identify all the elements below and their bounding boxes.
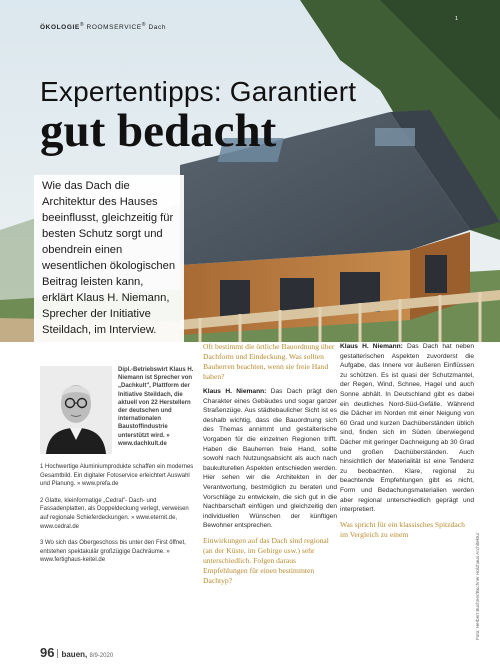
registered-mark-2: ® bbox=[141, 22, 147, 28]
issue-number: 8/9-2020 bbox=[89, 653, 114, 659]
page-title-line2: gut bedacht bbox=[40, 105, 277, 157]
caption-1-text: 1 Hochwertige Aluminiumprodukte schaffen ein modernes Gesamtbild. Ein digitaler Fotoservice erleichtert Auswahl und Planung. bbox=[40, 464, 194, 488]
page-title-line1: Expertentipps: Garantiert bbox=[40, 76, 357, 107]
footer-divider bbox=[57, 649, 58, 658]
article-column-1 bbox=[203, 342, 337, 591]
kicker-topic: Dach bbox=[146, 24, 167, 32]
interview-question-2: Einwirkungen auf das Dach sind regional (an der Küste, im Gebirge usw.) sehr unterschiedlich. Folgen daraus Empfehlungen für einen bestimmten Dachtyp? bbox=[203, 535, 329, 585]
caption-1 bbox=[40, 463, 196, 489]
caption-2-link[interactable]: » www.eternit.de, www.cedral.de bbox=[40, 514, 178, 530]
expert-bio bbox=[118, 366, 198, 448]
photo-number: 1 bbox=[455, 16, 459, 22]
answer-1-text: Das Dach prägt den Charakter eines Gebäudes und sogar ganzer Straßenzüge. Aus städtebaulicher Sicht ist es deshalb wichtig, dass die Bauordnung sich des Themas annimmt und gestalterische Vorgaben für die einzelnen Regionen trifft. Haben die Bauherren freie Hand, sollte sowohl nach Nutzungsabsicht als auch nach baukulturellen Aspekten entschieden werden. Hier sehen wir die Architekten in der Verantwortung, bestmöglich zu beraten und Vorschläge zu entwickeln, die sich gut in die Nachbarschaft einfügen und gleichzeitig den individuellen Wünschen der künftigen Bewohner entsprechen. bbox=[203, 388, 337, 530]
caption-1-link[interactable]: » www.prefa.de bbox=[77, 481, 119, 488]
kicker-subsection-label: ROOMSERVICE bbox=[84, 24, 142, 32]
magazine-name: bauen, bbox=[61, 650, 88, 659]
registered-mark: ® bbox=[79, 22, 85, 28]
answer-speaker: Klaus H. Niemann: bbox=[203, 388, 267, 395]
caption-2 bbox=[40, 497, 196, 531]
photo-credit-text: Foto: Herbert Buchner/Buchner Holzhaus Architektur bbox=[475, 532, 480, 640]
portrait-illustration bbox=[40, 366, 112, 454]
photo-captions bbox=[40, 463, 196, 573]
answer-2-text: Das Dach hat neben gestalterischen Aspekten zuvorderst die Aufgabe, das Innere vor äußeren Einflüssen zu schützen. Es ist quasi der Schutzmantel, der Regen, Wind, Schnee, Hagel und auch Sonne abhält. In Deutschland gibt es dabei ein deutliches Nord-Süd-Gefälle. Während die Dächer im Norden mit einer Neigung von 60 Grad und kurzen Dachüberständen üblich sind, finden sich im Süden überwiegend Dächer mit geringer Dachneigung ab 30 Grad und großen Dachüberständen. Auch hinsichtlich der Materialität ist eine Tendenz zu beobachten. Klare, regional zu beachtende Empfehlungen gibt es nicht, Form und Bedachungsmaterialien werden aber regional unterschiedlich geprägt und interpretiert. bbox=[340, 343, 474, 514]
interview-answer-1 bbox=[203, 387, 337, 531]
photo-credit bbox=[475, 532, 483, 640]
page-footer bbox=[40, 645, 113, 660]
caption-3-text: 3 Wo sich das Obergeschoss bis unter den First öffnet, entstehen spektakulär großzügige Dachräume. bbox=[40, 540, 186, 555]
caption-2-text: 2 Glatte, kleinformatige „Cedral"- Dach- und Fassadenplatten, als Doppeldeckung verlegt, verweisen auf regionale Schieferdeckungen. bbox=[40, 497, 189, 521]
answer-speaker-2: Klaus H. Niemann: bbox=[340, 343, 403, 350]
intro-teaser: Wie das Dach die Architektur des Hauses beeinflusst, gleichzeitig für besten Schutz sorgt und obendrein einen wesentlichen ökologischen Beitrag leisten kann, erklärt Klaus H. Niemann, Sprecher der Initiative Steildach, im Interview. bbox=[34, 175, 184, 344]
interview-answer-2 bbox=[340, 342, 474, 515]
section-kicker bbox=[40, 22, 166, 31]
caption-3 bbox=[40, 539, 196, 565]
portrait-photo bbox=[40, 366, 112, 454]
article-column-2 bbox=[340, 342, 474, 545]
caption-3-link[interactable]: » www.fertighaus-keitel.de bbox=[40, 548, 170, 564]
interview-question-3: Was spricht für ein klassisches Spitzdach im Vergleich zu einem bbox=[340, 519, 465, 539]
page-number: 96 bbox=[40, 645, 55, 660]
kicker-section-label: ÖKOLOGIE bbox=[40, 24, 80, 32]
expert-bio-text: Dipl.-Betriebswirt Klaus H. Niemann ist Sprecher von „Dachkult", Plattform der Initiative Steildach, die aktuell von 22 Herstellern der deutschen und internationalen Baustoffindustrie unterstützt wird. bbox=[118, 367, 194, 439]
expert-bio-link[interactable]: » www.dachkult.de bbox=[118, 432, 170, 447]
interview-question-1: Oft bestimmt die örtliche Bauordnung über Dachform und Eindeckung. Was sollten Bauherren beachten, wenn sie freie Hand haben? bbox=[203, 342, 335, 381]
